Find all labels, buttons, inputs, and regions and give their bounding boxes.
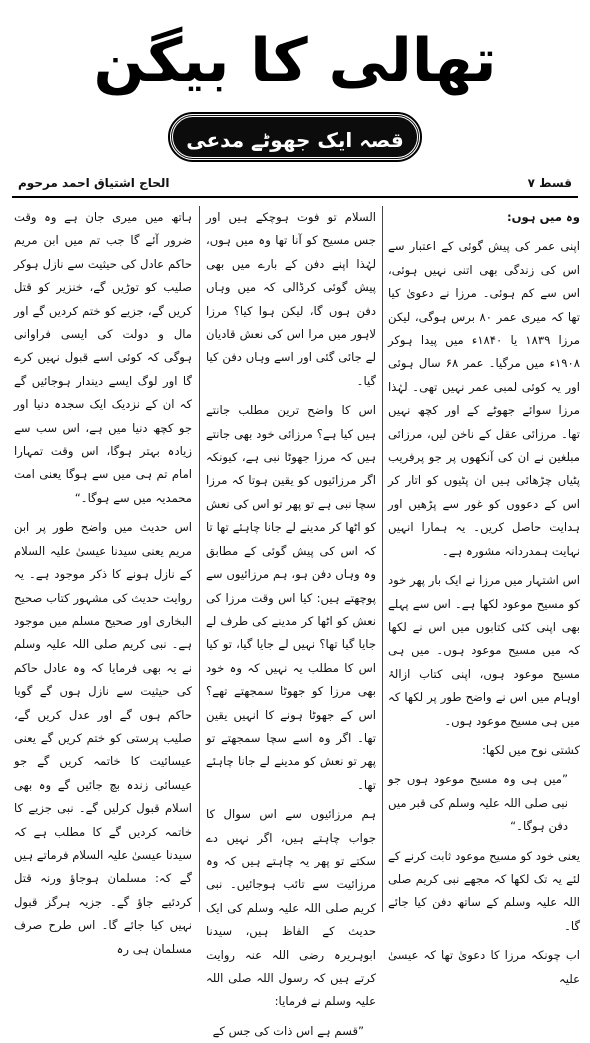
page-title: تھالی کا بیگن [93,26,497,96]
paragraph: یعنی خود کو مسیح موعود ثابت کرنے کے لئے یہ تک لکھا کہ مجھے نبی کریم صلی اللہ علیہ وسلم کے ساتھ دفن کیا جائے گا۔ [388,848,580,933]
header-divider [12,196,578,198]
subtitle-banner: قصہ ایک جھوٹے مدعی نبوت کا [170,114,420,160]
paragraph: ہم مرزائیوں سے اس سوال کا جواب چاہتے ہیں، اگر نہیں دے سکتے تو پھر یہ چاہتے ہیں کہ وہ مرزائیت سے تائب ہوجائیں۔ نبی کریم صلی اللہ علیہ وسلم کی ایک حدیث کے الفاظ ہیں، سیدنا ابوہریرہ رضی اللہ عنہ روایت کرتے ہیں کہ رسول اللہ صلی اللہ علیہ وسلم نے فرمایا: [206,807,376,1009]
column-right [388,206,580,986]
paragraph: اس کا واضح ترین مطلب جانتے ہیں کیا ہے؟ مرزائی خود بھی جانتے ہیں کہ مرزا جھوٹا نبی ہے، کیونکہ اگر مرزائیوں کو یقین ہوتا کہ مرزا سچا نبی ہے تو پھر تو اس کی نعش کو اٹھا کر مدینے لے جانا چاہئے تھا تا کہ اس کی پیش گوئی کے مطابق وہ وہاں دفن ہو، ہم مرزائیوں سے پوچھتے ہیں: کیا اس وقت مرزا کی نعش کو اٹھا کر مدینے کی طرف لے جایا گیا تھا؟ نہیں لے جایا گیا، تو کیا اس کا مطلب یہ نہیں کہ وہ خود بھی مرزا کو جھوٹا سمجھتے تھے؟ اس کے جھوٹا ہونے کا انہیں یقین تھا۔ اگر وہ اسے سچا سمجھتے تو پھر تو نعش کو مدینے لے جانا چاہئے تھا۔ [206,403,376,792]
column-divider [382,206,383,912]
paragraph: ہاتھ میں میری جان ہے وہ وقت ضرور آئے گا جب تم میں ابن مریم حاکم عادل کی حیثیت سے نازل ہوکر صلیب کو توڑیں گے، خنزیر کو قتل کریں گے، جزیے کو ختم کردیں گے اور مال و دولت کی ایسی فراوانی ہوگی کہ کوئی اسے قبول نہیں کرے گا اور لوگ ایسے دیندار ہوجائیں گے کہ ان کے نزدیک ایک سجدہ دنیا اور جو کچھ دنیا میں ہے، اس سب سے زیادہ بہتر ہوگا، اس وقت تمہارا امام تم ہی میں سے ہوگا یعنی امت محمدیہ میں سے ہوگا۔“ [14,210,192,505]
column-divider [199,206,200,912]
quote-paragraph: ”قسم ہے اس ذات کی جس کے [212,1023,364,1038]
paragraph: اس اشتہار میں مرزا نے ایک بار پھر خود کو مسیح موعود لکھا ہے۔ اس سے پہلے بھی اپنی کئی کتابوں میں اس نے لکھا کہ میں مسیح موعود ہوں۔ میں ہی مسیح موعود ہوں، اپنی کتاب ازالۂ اوہام میں اس نے واضح طور پر لکھا کہ میں ہی مسیح موعود ہوں۔ [388,573,580,728]
paragraph: وہ میں ہوں: [506,210,580,224]
paragraph: اب چونکہ مرزا کا دعویٰ تھا کہ عیسیٰ علیہ [388,948,580,986]
paragraph: السلام تو فوت ہوچکے ہیں اور جس مسیح کو آنا تھا وہ میں ہوں، لہٰذا اپنے دفن کے بارے میں بھی پیش گوئی کرڈالی کہ میں وہاں دفن ہوں گا، لیکن ہوا کیا؟ مرزا لاہور میں مرا اس کی نعش قادیان لے جائی گئی اور اسے وہاں دفن کیا گیا۔ [206,210,376,388]
author-byline: الحاج اشتیاق احمد مرحوم [18,176,170,190]
quote-paragraph: ”میں ہی وہ مسیح موعود ہوں جو نبی صلی اللہ علیہ وسلم کی قبر میں دفن ہوگا۔“ [388,772,568,834]
paragraph: اس حدیث میں واضح طور پر ابن مریم یعنی سیدنا عیسیٰ علیہ السلام کے نازل ہونے کا ذکر موجود ہے۔ یہ روایت حدیث کی مشہور کتاب صحیح البخاری اور صحیح مسلم میں موجود ہے۔ نبی کریم صلی اللہ علیہ وسلم نے یہ بھی فرمایا کہ وہ عادل حاکم کی حیثیت سے نازل ہوں گے گویا حاکم ہوں گے اور عدل کریں گے، صلیب پرستی کو ختم کریں گے یعنی عیسائیت کا خاتمہ کریں گے جو عیسائی زندہ بچ جائیں گے وہ بھی اسلام قبول کرلیں گے۔ نبی جزیے کا خاتمہ کردیں گے کا مطلب ہے کہ سیدنا عیسیٰ علیہ السلام فرماتے ہیں گے کہ: مسلمان ہوجاؤ ورنہ قتل کردئیے جاؤ گے۔ جزیہ ہرگز قبول نہیں کیا جائے گا۔ اس طرح صرف مسلمان ہی رہ [14,520,192,956]
episode-number: قسط ۷ [527,176,572,190]
column-middle [206,206,376,1038]
paragraph: کشتی نوح میں لکھا: [481,742,580,757]
paragraph: اپنی عمر کی پیش گوئی کے اعتبار سے اس کی زندگی بھی اتنی نہیں ہوئی، اس سے کم ہوئی۔ مرزا نے دعویٰ کیا تھا کہ میری عمر ۸۰ برس ہوگی، لیکن مرزا ۱۸۳۹ یا ۱۸۴۰ء میں پیدا ہوکر ۱۹۰۸ء میں مرگیا۔ عمر ۶۸ سال ہوئی اور یہ کوئی لمبی عمر نہیں تھی۔ لہٰذا مرزا سوائے جھوٹے کے اور کچھ نہیں تھا۔ مرزائی عقل کے ناخن لیں، مرزائی مبلغین نے ان کی آنکھوں پر جو پرفریب پٹیاں چڑھائی ہیں ان پٹیوں کو اتار کر اس کے دعووں کو غور سے پڑھیں اور ہدایت حاصل کریں۔ یہ ہمارا انہیں نہایت ہمدردانہ مشورہ ہے۔ [388,239,580,558]
column-left [14,206,192,956]
